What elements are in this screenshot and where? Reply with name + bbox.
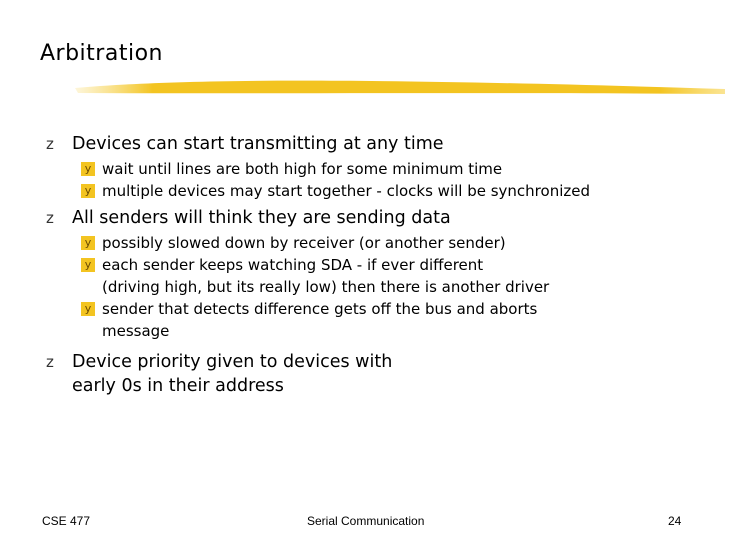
bullet-level2: y possibly slowed down by receiver (or another sender): [46, 232, 716, 254]
bullet-list: [46, 132, 716, 400]
y-bullet-icon: y: [81, 302, 95, 316]
footer-page-number: 24: [668, 514, 682, 528]
bullet-level1: z All senders will think they are sending data: [46, 208, 451, 228]
bullet-level2: y wait until lines are both high for some minimum time: [46, 158, 716, 180]
title-underline-brushstroke: [70, 72, 730, 102]
bullet-level2: y multiple devices may start together - clocks will be synchronized: [46, 180, 716, 202]
y-bullet-icon: y: [81, 236, 95, 250]
footer-course: CSE 477: [42, 514, 91, 528]
z-bullet-icon: z: [46, 209, 54, 227]
y-bullet-icon: y: [81, 184, 95, 198]
z-bullet-icon: z: [46, 135, 54, 153]
bullet-level2-continuation: (driving high, but its really low) then there is another driver: [102, 278, 550, 296]
y-bullet-icon: y: [81, 162, 95, 176]
footer-topic: Serial Communication: [307, 514, 425, 528]
bullet-level1: z Device priority given to devices with: [46, 352, 393, 372]
bullet-level1-continuation: early 0s in their address: [72, 376, 284, 396]
y-bullet-icon: y: [81, 258, 95, 272]
bullet-level2: y sender that detects difference gets off the bus and aborts: [46, 298, 716, 320]
bullet-level2-continuation: message: [102, 322, 170, 340]
bullet-level2: y each sender keeps watching SDA - if ever different: [46, 254, 716, 276]
z-bullet-icon: z: [46, 353, 54, 371]
bullet-level1: z Devices can start transmitting at any time: [46, 134, 444, 154]
slide-title: Arbitration: [40, 41, 163, 66]
